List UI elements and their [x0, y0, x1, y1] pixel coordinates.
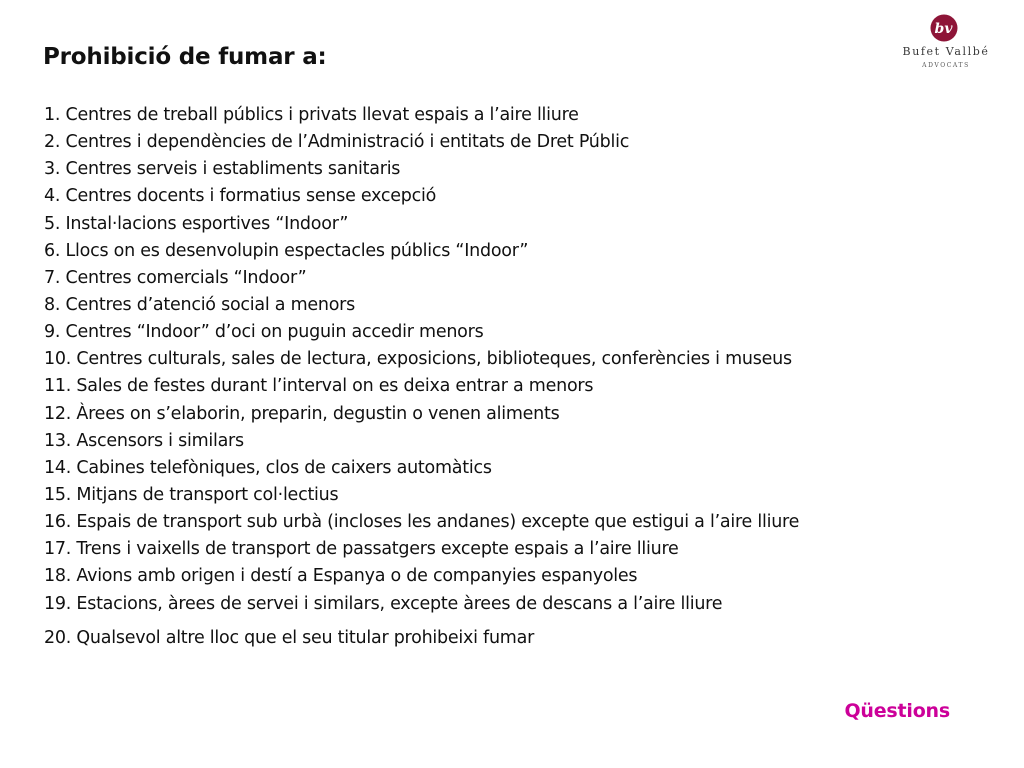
list-item: 8. Centres d’atenció social a menors: [44, 294, 355, 315]
questions-link[interactable]: Qüestions: [844, 700, 950, 722]
list-item: 6. Llocs on es desenvolupin espectacles públics “Indoor”: [44, 240, 529, 261]
list-item: 20. Qualsevol altre lloc que el seu titular prohibeixi fumar: [44, 627, 535, 648]
logo-subtitle: ADVOCATS: [922, 62, 970, 69]
list-item: 19. Estacions, àrees de servei i similars, excepte àrees de descans a l’aire lliure: [44, 593, 723, 614]
list-item: 15. Mitjans de transport col·lectius: [44, 484, 339, 505]
list-item: 13. Ascensors i similars: [44, 430, 244, 451]
list-item: 7. Centres comercials “Indoor”: [44, 267, 307, 288]
list-item: 12. Àrees on s’elaborin, preparin, degustin o venen aliments: [44, 403, 560, 424]
logo-monogram: bv: [934, 21, 953, 37]
list-item: 3. Centres serveis i establiments sanitaris: [44, 159, 401, 180]
prohibition-list: [44, 102, 974, 652]
list-item: 10. Centres culturals, sales de lectura, exposicions, biblioteques, conferències i museus: [44, 349, 792, 370]
list-item: 1. Centres de treball públics i privats llevat espais a l’aire lliure: [44, 105, 579, 125]
slide-title: Prohibició de fumar a:: [43, 44, 327, 70]
company-logo: [884, 14, 1008, 74]
logo-company-name: Bufet Vallbé: [902, 45, 990, 58]
list-item: 11. Sales de festes durant l’interval on es deixa entrar a menors: [44, 376, 594, 397]
list-item: 4. Centres docents i formatius sense excepció: [44, 186, 437, 207]
list-item: 16. Espais de transport sub urbà (incloses les andanes) excepte que estigui a l’aire lliure: [44, 512, 800, 533]
bv-monogram-icon: [930, 14, 958, 42]
list-item: 17. Trens i vaixells de transport de passatgers excepte espais a l’aire lliure: [44, 539, 679, 560]
list-item: 18. Avions amb origen i destí a Espanya o de companyies espanyoles: [44, 566, 638, 587]
list-item: 5. Instal·lacions esportives “Indoor”: [44, 213, 349, 234]
list-item: 2. Centres i dependències de l’Administració i entitats de Dret Públic: [44, 132, 630, 153]
list-item: 9. Centres “Indoor” d’oci on puguin accedir menors: [44, 322, 484, 343]
list-item: 14. Cabines telefòniques, clos de caixers automàtics: [44, 457, 492, 478]
